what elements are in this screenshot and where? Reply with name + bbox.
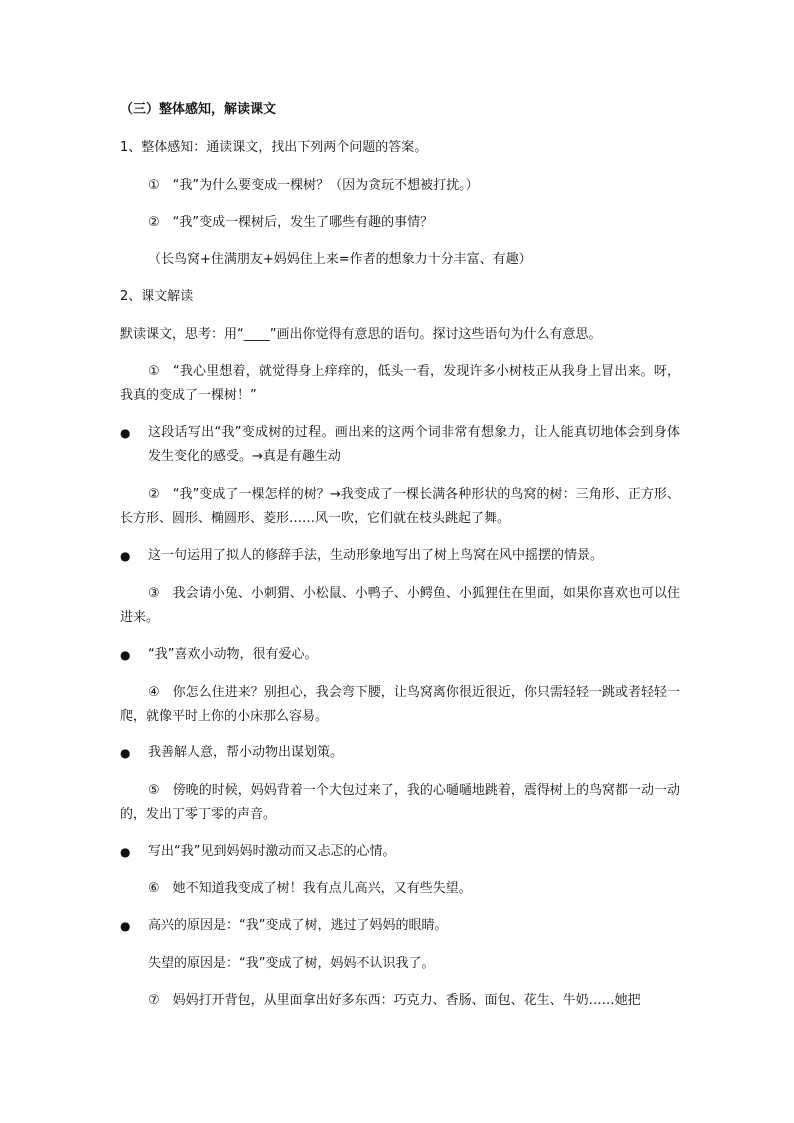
- note-1-text: 这段话写出“我”变成树的过程。画出来的这两个词非常有想象力，让人能真切地体会到身体发生变化的感受。→真是有趣生动: [148, 425, 680, 464]
- question-1: ① “我”为什么要变成一棵树？（因为贪玩不想被打扰。）: [148, 178, 479, 193]
- bullet-icon: ●: [120, 845, 131, 859]
- part2-heading: 2、课文解读: [120, 289, 194, 304]
- note-6-continued: 失望的原因是：“我”变成了树，妈妈不认识我了。: [148, 956, 435, 971]
- quote-3: ③ 我会请小兔、小刺猬、小松鼠、小鸭子、小鳄鱼、小狐狸住在里面，如果你喜欢也可以住进来。: [120, 586, 680, 625]
- question-2: ② “我”变成一棵树后，发生了哪些有趣的事情？: [148, 215, 434, 230]
- quote-6: ⑥ 她不知道我变成了树！我有点儿高兴，又有些失望。: [148, 881, 472, 896]
- note-6-text: 高兴的原因是：“我”变成了树，逃过了妈妈的眼睛。: [148, 918, 448, 933]
- bullet-icon: ●: [120, 746, 131, 760]
- note-5-text: 写出“我”见到妈妈时激动而又忐忑的心情。: [148, 844, 396, 859]
- note-3-text: “我”喜欢小动物，很有爱心。: [148, 647, 318, 662]
- note-2-text: 这一句运用了拟人的修辞手法，生动形象地写出了树上鸟窝在风中摇摆的情景。: [148, 548, 604, 563]
- question-answer: （长鸟窝+住满朋友+妈妈住上来=作者的想象力十分丰富、有趣）: [148, 252, 532, 267]
- bullet-icon: ●: [120, 426, 131, 440]
- quote-1: ① “我心里想着，就觉得身上痒痒的，低头一看，发现许多小树枝正从我身上冒出来。呀，我真的变成了一棵树！”: [120, 364, 680, 403]
- section-title: （三）整体感知，解读课文: [120, 102, 277, 117]
- quote-5: ⑤ 傍晚的时候，妈妈背着一个大包过来了，我的心嗵嗵地跳着，震得树上的鸟窝都一动一动的，发出丁零丁零的声音。: [120, 783, 680, 822]
- quote-4: ④ 你怎么住进来？别担心，我会弯下腰，让鸟窝离你很近很近，你只需轻轻一跳或者轻轻一爬，就像平时上你的小床那么容易。: [120, 685, 680, 724]
- bullet-icon: ●: [120, 648, 131, 662]
- quote-2: ② “我”变成了一棵怎样的树？→我变成了一棵长满各种形状的鸟窝的树：三角形、正方形、长方形、圆形、椭圆形、菱形……风一吹，它们就在枝头跳起了舞。: [120, 487, 680, 526]
- bullet-icon: ●: [120, 919, 131, 933]
- note-4-text: 我善解人意，帮小动物出谋划策。: [148, 745, 344, 760]
- part1-heading: 1、整体感知：通读课文，找出下列两个问题的答案。: [120, 140, 428, 155]
- bullet-icon: ●: [120, 549, 131, 563]
- quote-7: ⑦ 妈妈打开背包，从里面拿出好多东西：巧克力、香肠、面包、花生、牛奶……她把: [148, 993, 641, 1008]
- part2-instruction: 默读课文，思考：用“____”画出你觉得有意思的语句。探讨这些语句为什么有意思。: [120, 327, 602, 342]
